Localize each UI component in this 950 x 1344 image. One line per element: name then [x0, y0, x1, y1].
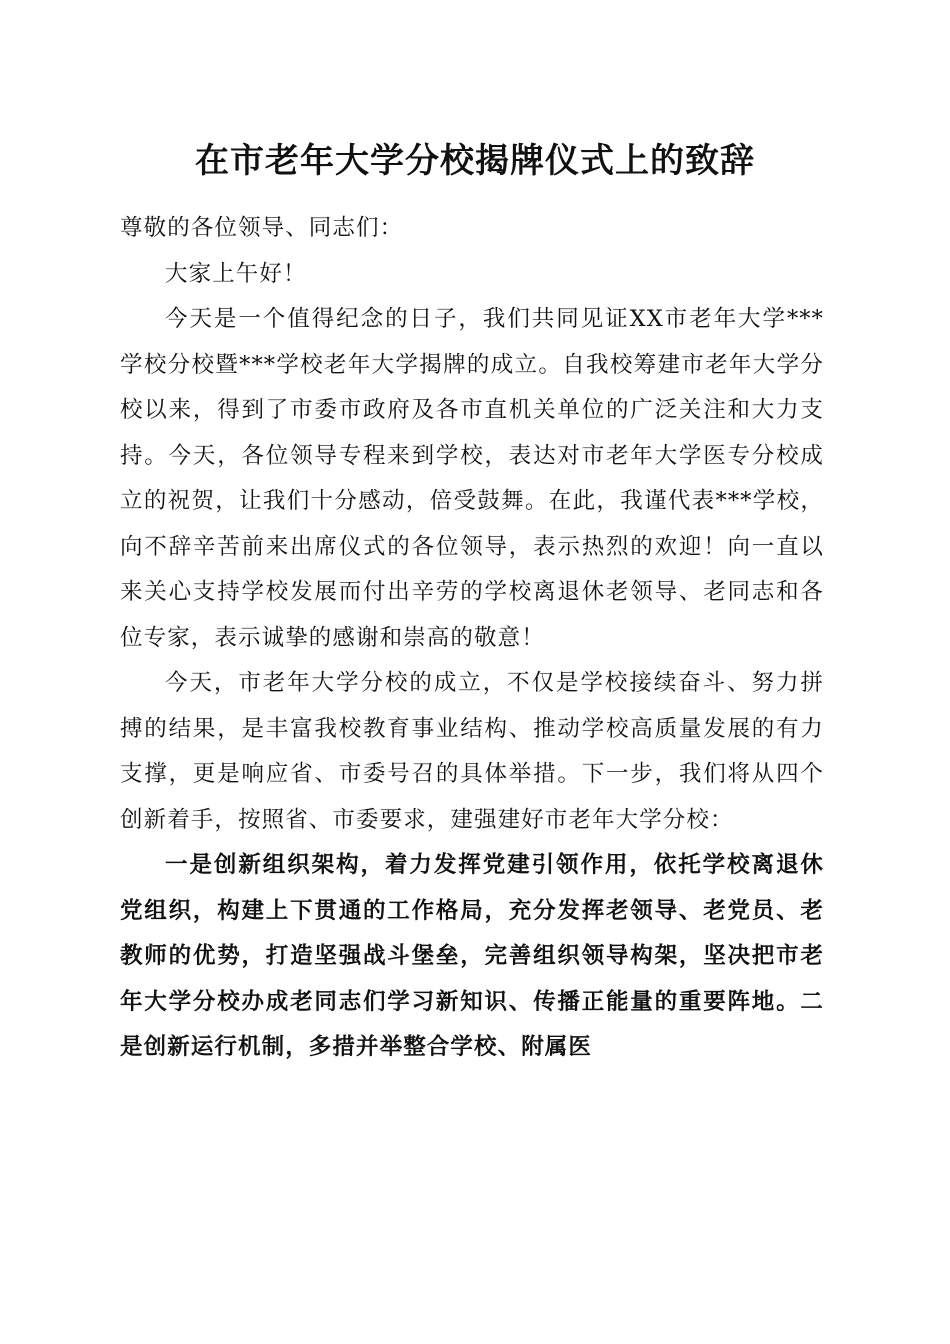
salutation: 尊敬的各位领导、同志们：: [120, 215, 404, 241]
paragraph-greeting: 大家上午好！: [165, 260, 307, 287]
document-title: 在市老年大学分校揭牌仪式上的致辞: [195, 141, 755, 181]
paragraph-significance: 今天，市老年大学分校的成立，不仅是学校接续奋斗、努力拼搏的结果，是丰富我校教育事业结构、推动学校高质量发展的有力支撑，更是响应省、市委号召的具体举措。下一步，我们将从四个创新着手，按照省、市委要求，建强建好市老年大学分校：: [120, 670, 824, 833]
paragraph-opening: 今天是一个值得纪念的日子，我们共同见证XX市老年大学***学校分校暨***学校老年大学揭牌的成立。自我校筹建市老年大学分校以来，得到了市委市政府及各市直机关单位的广泛关注和大力支持。今天，各位领导专程来到学校，表达对市老年大学医专分校成立的祝贺，让我们十分感动，倍受鼓舞。在此，我谨代表***学校，向不辞辛苦前来出席仪式的各位领导，表示热烈的欢迎！向一直以来关心支持学校发展而付出辛劳的学校离退休老领导、老同志和各位专家，表示诚挚的感谢和崇高的敬意！: [120, 306, 824, 651]
document-body: [120, 206, 824, 1071]
paragraph-innovations: 一是创新组织架构，着力发挥党建引领作用，依托学校离退休党组织，构建上下贯通的工作格局，充分发挥老领导、老党员、老教师的优势，打造坚强战斗堡垒，完善组织领导构架，坚决把市老年大学分校办成老同志们学习新知识、传播正能量的重要阵地。二是创新运行机制，多措并举整合学校、附属医: [120, 852, 824, 1060]
